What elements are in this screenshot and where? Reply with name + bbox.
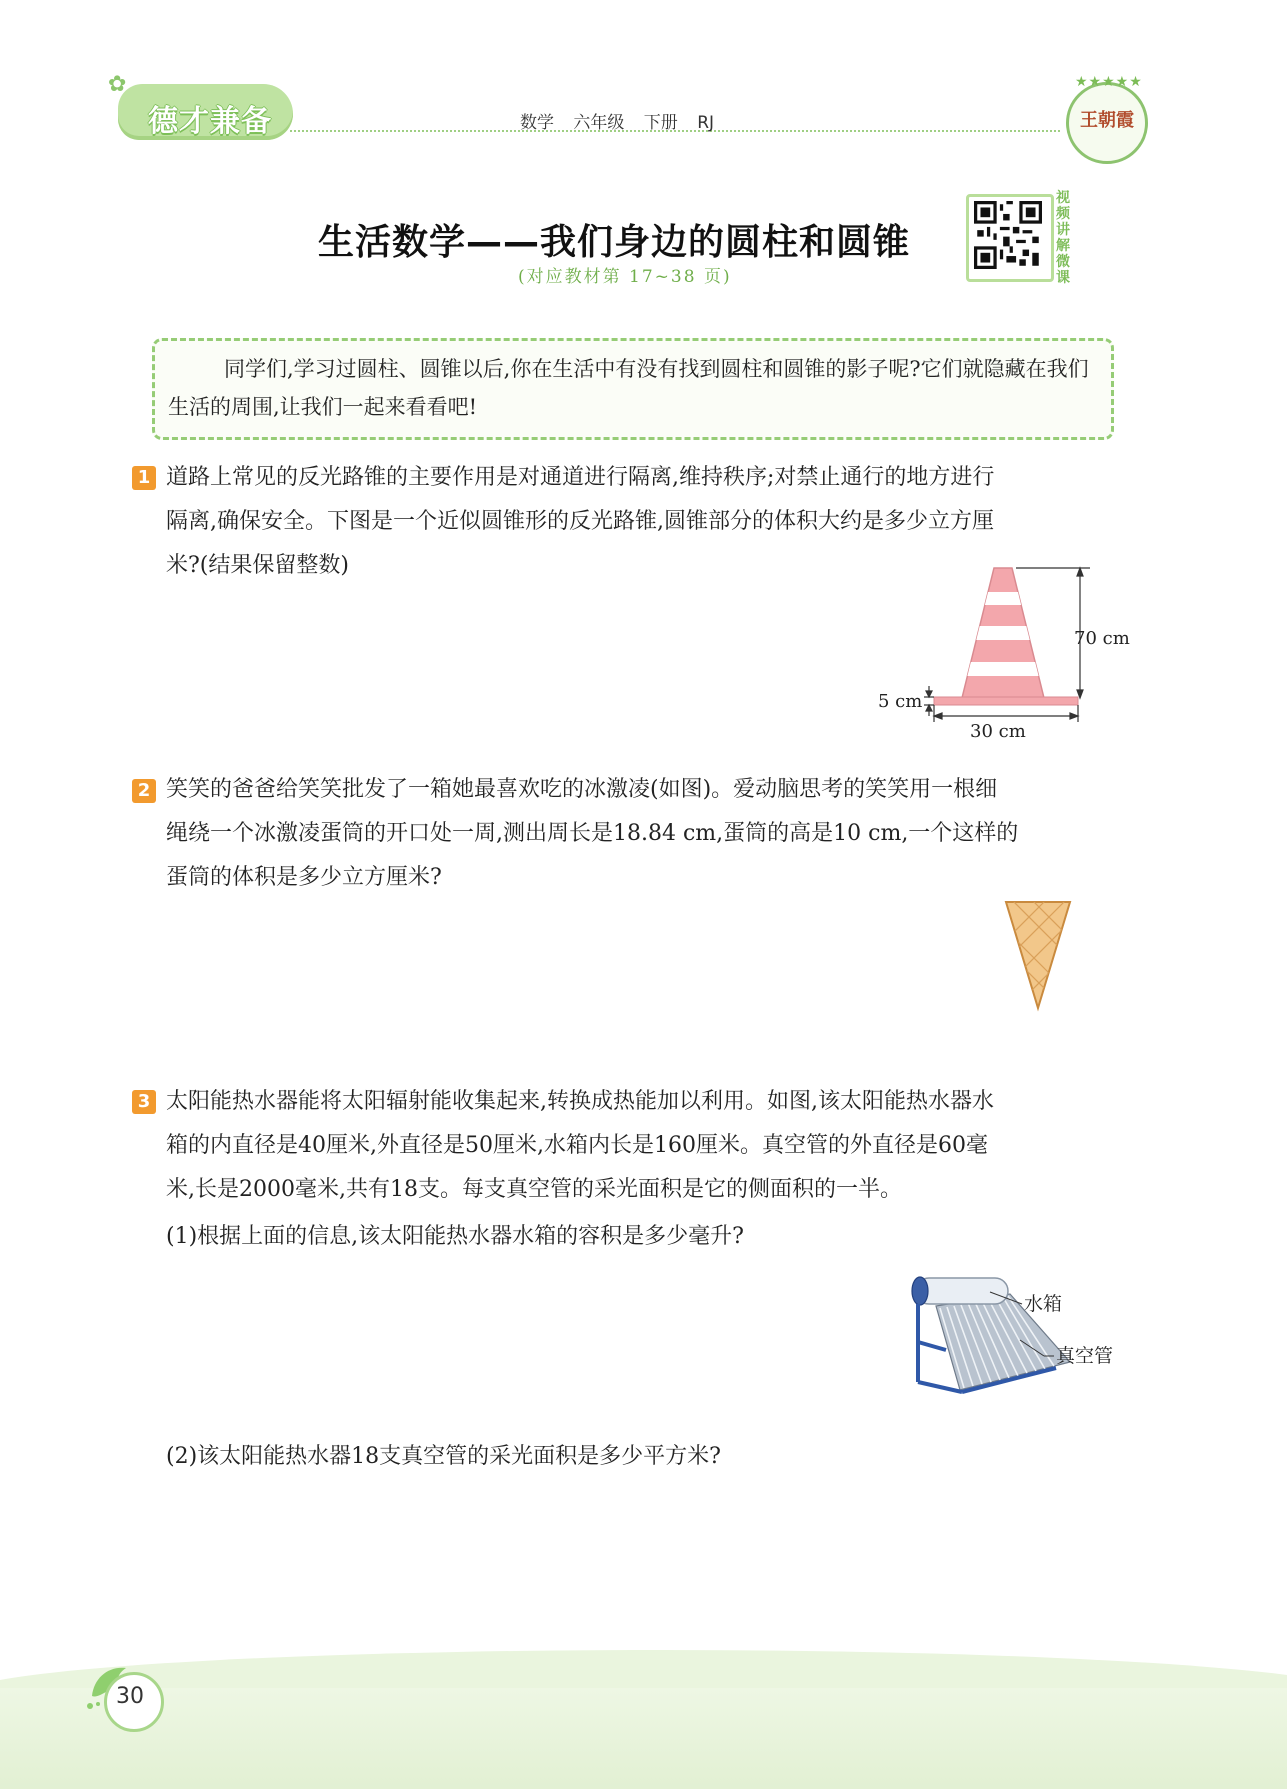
- traffic-cone-figure: [868, 562, 1138, 742]
- problem-3-text: [166, 1080, 1126, 1212]
- water-tank: [912, 1277, 1008, 1305]
- problem-line: 箱的内直径是40厘米,外直径是50厘米,水箱内长是160厘米。真空管的外直径是60毫: [166, 1133, 988, 1158]
- seal-name: 王朝霞: [1080, 110, 1134, 131]
- cone-base-height-label: 5 cm: [878, 691, 923, 712]
- problem-3-subquestion-2: (2)该太阳能热水器18支真空管的采光面积是多少平方米?: [166, 1444, 721, 1469]
- ice-cream-cone-figure: [1004, 898, 1074, 1012]
- problem-line: 米?(结果保留整数): [166, 553, 349, 578]
- problem-line: 道路上常见的反光路锥的主要作用是对通道进行隔离,维持秩序;对禁止通行的地方进行: [166, 465, 995, 490]
- problem-3-subquestion-1: (1)根据上面的信息,该太阳能热水器水箱的容积是多少毫升?: [166, 1224, 744, 1249]
- problem-number-badge: 1: [132, 466, 156, 490]
- tank-label: 水箱: [1024, 1293, 1063, 1315]
- palm-decoration: ✿: [108, 72, 127, 97]
- cone-width-label: 30 cm: [970, 721, 1026, 742]
- header-book-info: 数学 六年级 下册 RJ: [520, 113, 715, 133]
- problem-line: 绳绕一个冰激凌蛋筒的开口处一周,测出周长是18.84 cm,蛋筒的高是10 cm,一个这样的: [166, 821, 1019, 846]
- seal-stars-icon: ★★★★★: [1075, 74, 1143, 90]
- page-subtitle: (对应教材第 17~38 页): [518, 267, 732, 287]
- problem-2-text: [166, 768, 1126, 900]
- cone-body: [948, 568, 1058, 698]
- page-number: 30: [116, 1684, 144, 1709]
- problem-line: 蛋筒的体积是多少立方厘米?: [166, 865, 442, 890]
- solar-water-heater-figure: [906, 1270, 1126, 1400]
- problem-line: 米,长是2000毫米,共有18支。每支真空管的采光面积是它的侧面积的一半。: [166, 1177, 902, 1202]
- tube-label: 真空管: [1056, 1345, 1114, 1367]
- problem-line: 隔离,确保安全。下图是一个近似圆锥形的反光路锥,圆锥部分的体积大约是多少立方厘: [166, 509, 994, 534]
- qr-code-icon[interactable]: [974, 201, 1042, 269]
- cone-base: [934, 697, 1078, 705]
- problem-number-badge: 2: [132, 779, 156, 803]
- qr-caption: 视频讲解微课: [1056, 190, 1070, 286]
- intro-text: 同学们,学习过圆柱、圆锥以后,你在生活中有没有找到圆柱和圆锥的影子呢?它们就隐藏在我们生活的周围,让我们一起来看看吧!: [168, 357, 1089, 419]
- brand-logo-text: 德才兼备: [148, 104, 272, 139]
- problem-number-badge: 3: [132, 1090, 156, 1114]
- cone-height-label: 70 cm: [1074, 628, 1130, 649]
- footer-band: [0, 1688, 1287, 1789]
- problem-line: 笑笑的爸爸给笑笑批发了一箱她最喜欢吃的冰激凌(如图)。爱动脑思考的笑笑用一根细: [166, 777, 998, 802]
- page-title: 生活数学——我们身边的圆柱和圆锥: [318, 222, 911, 263]
- problem-line: 太阳能热水器能将太阳辐射能收集起来,转换成热能加以利用。如图,该太阳能热水器水: [166, 1089, 994, 1114]
